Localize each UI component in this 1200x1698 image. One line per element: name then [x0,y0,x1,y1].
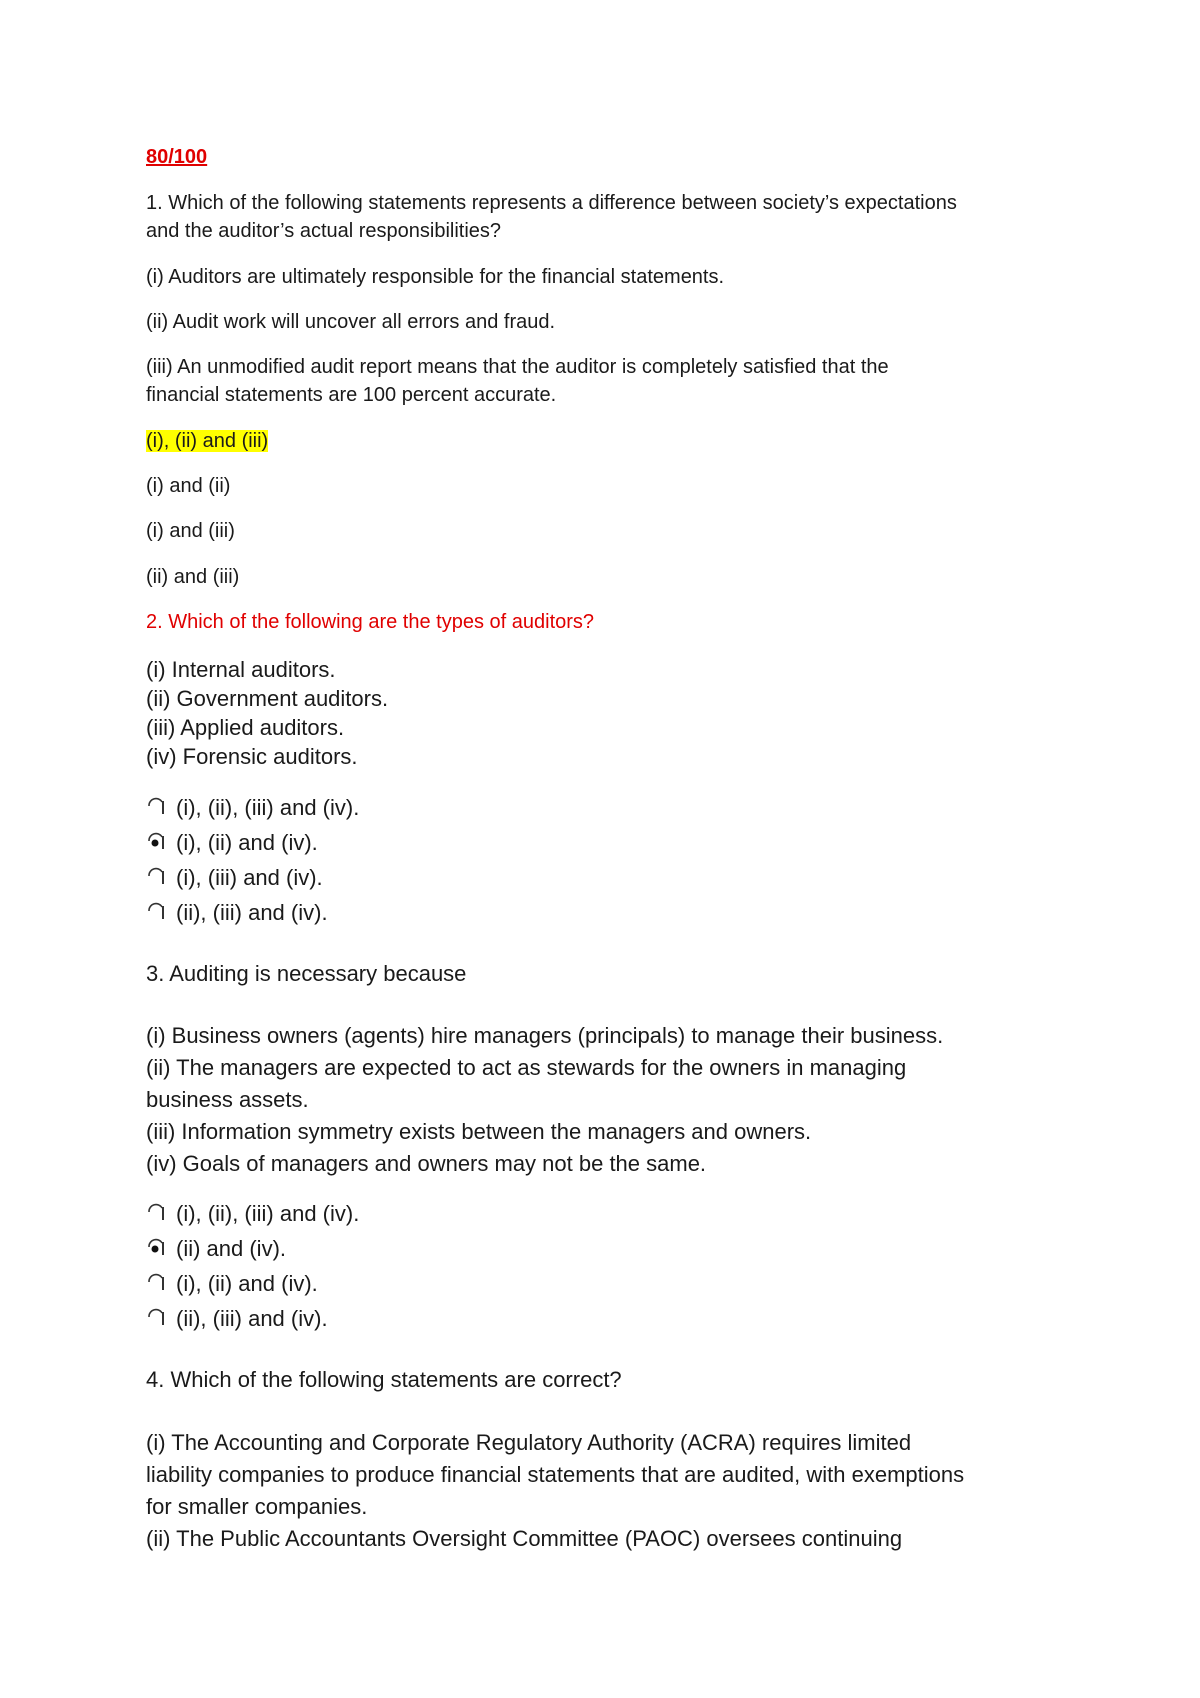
q2-option-3-label: (i), (iii) and (iv). [176,865,323,890]
radio-empty-icon[interactable] [146,797,168,819]
q2-statement-2: (ii) Government auditors. [146,686,389,711]
q1-statement-3-line-2: financial statements are 100 percent accurate. [146,384,557,406]
q3-question: 3. Auditing is necessary because [146,961,467,986]
radio-selected-icon[interactable] [146,1238,168,1260]
score: 80/100 [146,146,208,168]
radio-empty-icon[interactable] [146,902,168,924]
q2-statement-3: (iii) Applied auditors. [146,715,345,740]
q2-option-2-selected[interactable] [146,827,318,859]
q2-option-2-label: (i), (ii) and (iv). [176,830,318,855]
q4-statement-2: (ii) The Public Accountants Oversight Committee (PAOC) oversees continuing [146,1526,903,1551]
q1-answer-2: (i) and (ii) [146,475,231,497]
q2-statement-4: (iv) Forensic auditors. [146,744,358,769]
radio-empty-icon[interactable] [146,1203,168,1225]
q3-option-2-selected[interactable] [146,1233,286,1265]
q1-statement-3-line-1: (iii) An unmodified audit report means that the auditor is completely satisfied that the [146,356,889,378]
radio-selected-icon[interactable] [146,832,168,854]
q3-option-3[interactable] [146,1268,318,1300]
q3-statement-3: (iii) Information symmetry exists between the managers and owners. [146,1119,812,1144]
q1-answer-1-correct [146,427,268,455]
q2-option-1[interactable] [146,792,359,824]
q1-answer-4: (ii) and (iii) [146,566,240,588]
radio-empty-icon[interactable] [146,867,168,889]
q2-option-4-label: (ii), (iii) and (iv). [176,900,328,925]
q1-answer-3: (i) and (iii) [146,520,235,542]
q1-question-line-2: and the auditor’s actual responsibilities? [146,220,502,242]
q1-statement-2: (ii) Audit work will uncover all errors and fraud. [146,311,556,333]
q3-option-4[interactable] [146,1303,328,1335]
q2-option-3[interactable] [146,862,323,894]
q4-question: 4. Which of the following statements are correct? [146,1367,622,1392]
q3-option-4-label: (ii), (iii) and (iv). [176,1306,328,1331]
q2-question: 2. Which of the following are the types of auditors? [146,611,595,633]
q2-option-1-label: (i), (ii), (iii) and (iv). [176,795,360,820]
q3-option-3-label: (i), (ii) and (iv). [176,1271,318,1296]
q4-statement-1-cont-1: liability companies to produce financial statements that are audited, with exemptions [146,1462,965,1487]
q4-statement-1: (i) The Accounting and Corporate Regulatory Authority (ACRA) requires limited [146,1430,912,1455]
q3-statement-4: (iv) Goals of managers and owners may not be the same. [146,1151,707,1176]
q3-statement-1: (i) Business owners (agents) hire managers (principals) to manage their business. [146,1023,944,1048]
q3-option-2-label: (ii) and (iv). [176,1236,287,1261]
q1-question-line-1: 1. Which of the following statements represents a difference between society’s expectations [146,192,957,214]
q2-option-4[interactable] [146,897,328,929]
radio-empty-icon[interactable] [146,1273,168,1295]
q3-statement-2-cont: business assets. [146,1087,309,1112]
q2-statement-1: (i) Internal auditors. [146,657,336,682]
q3-option-1[interactable] [146,1198,359,1230]
q3-option-1-label: (i), (ii), (iii) and (iv). [176,1201,360,1226]
q1-answer-1-highlight: (i), (ii) and (iii) [146,430,269,452]
q4-statement-1-cont-2: for smaller companies. [146,1494,368,1519]
q3-statement-2: (ii) The managers are expected to act as stewards for the owners in managing [146,1055,907,1080]
radio-empty-icon[interactable] [146,1308,168,1330]
q1-statement-1: (i) Auditors are ultimately responsible for the financial statements. [146,266,725,288]
